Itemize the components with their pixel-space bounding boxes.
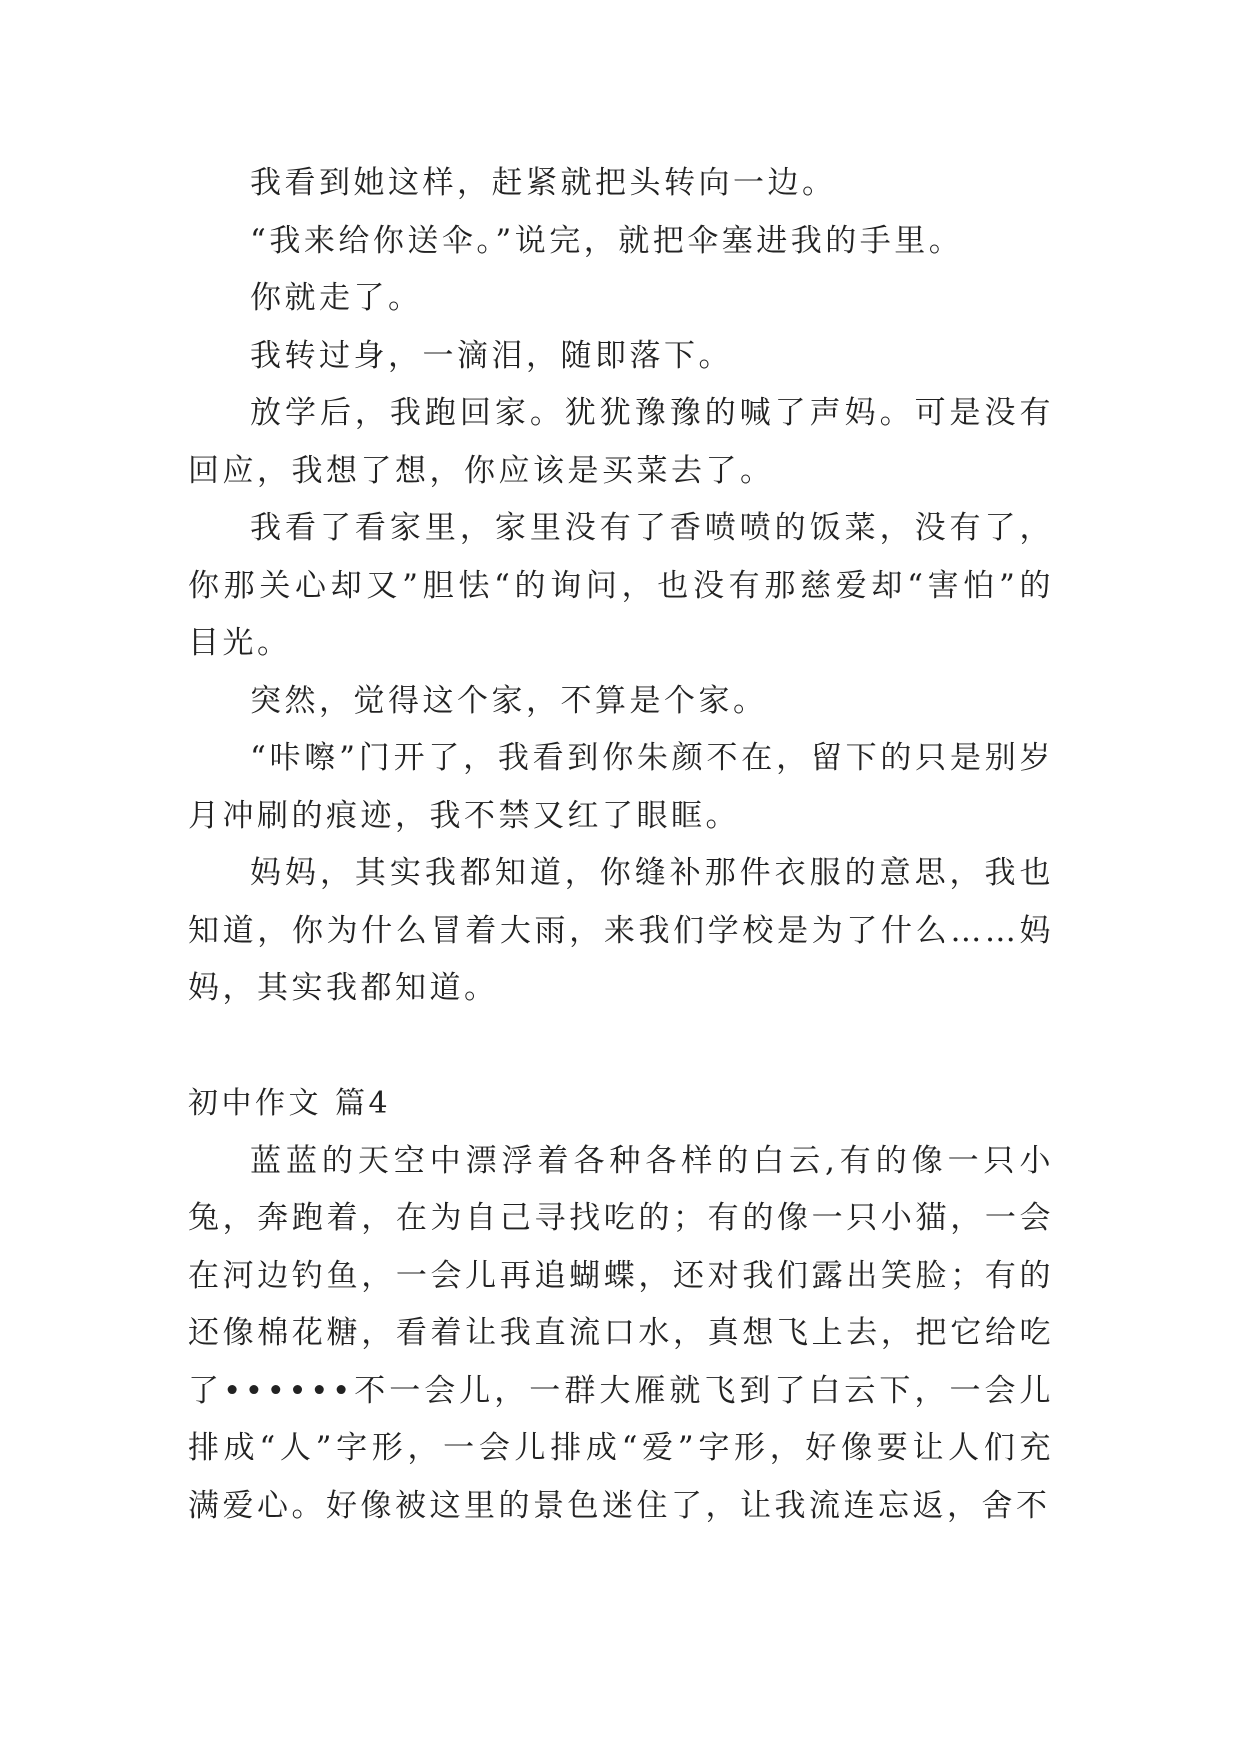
paragraph: 我看到她这样，赶紧就把头转向一边。: [250, 165, 837, 201]
paragraph: “我来给你送伞。”说完，就把伞塞进我的手里。: [250, 222, 964, 259]
paragraph: 蓝蓝的天空中漂浮着各种各样的白云,有的像一只小兔，奔跑着，在为自己寻找吃的；有的像一只小猫，一会在河边钓鱼，一会儿再追蝴蝶，还对我们露出笑脸；有的还像棉花糖，看着让我直流口水，真想飞上去，把它给吃了••••••不一会儿，一群大雁就飞到了白云下，一会儿排成“人”字形，一会儿排成“爱”字形，好像要让人们充满爱心。好像被这里的景色迷住了，让我流连忘返，舍不: [188, 1142, 1054, 1524]
section-heading: 初中作文 篇4: [188, 1086, 392, 1121]
paragraph: 突然，觉得这个家，不算是个家。: [250, 682, 768, 719]
paragraph: “咔嚓”门开了，我看到你朱颜不在，留下的只是别岁月冲刷的痕迹，我不禁又红了眼眶。: [188, 740, 1054, 834]
paragraph: 我看了看家里，家里没有了香喷喷的饭菜，没有了，你那关心却又”胆怯“的询问，也没有那慈爱却“害怕”的目光。: [188, 510, 1054, 661]
paragraph: 妈妈，其实我都知道，你缝补那件衣服的意思，我也知道，你为什么冒着大雨，来我们学校是为了什么……妈妈，其实我都知道。: [188, 855, 1054, 1006]
paragraph: 放学后，我跑回家。犹犹豫豫的喊了声妈。可是没有回应，我想了想，你应该是买菜去了。: [188, 395, 1054, 489]
paragraph: 我转过身，一滴泪，随即落下。: [250, 337, 733, 374]
document-body: [188, 155, 1054, 1535]
paragraph: 你就走了。: [250, 280, 423, 316]
